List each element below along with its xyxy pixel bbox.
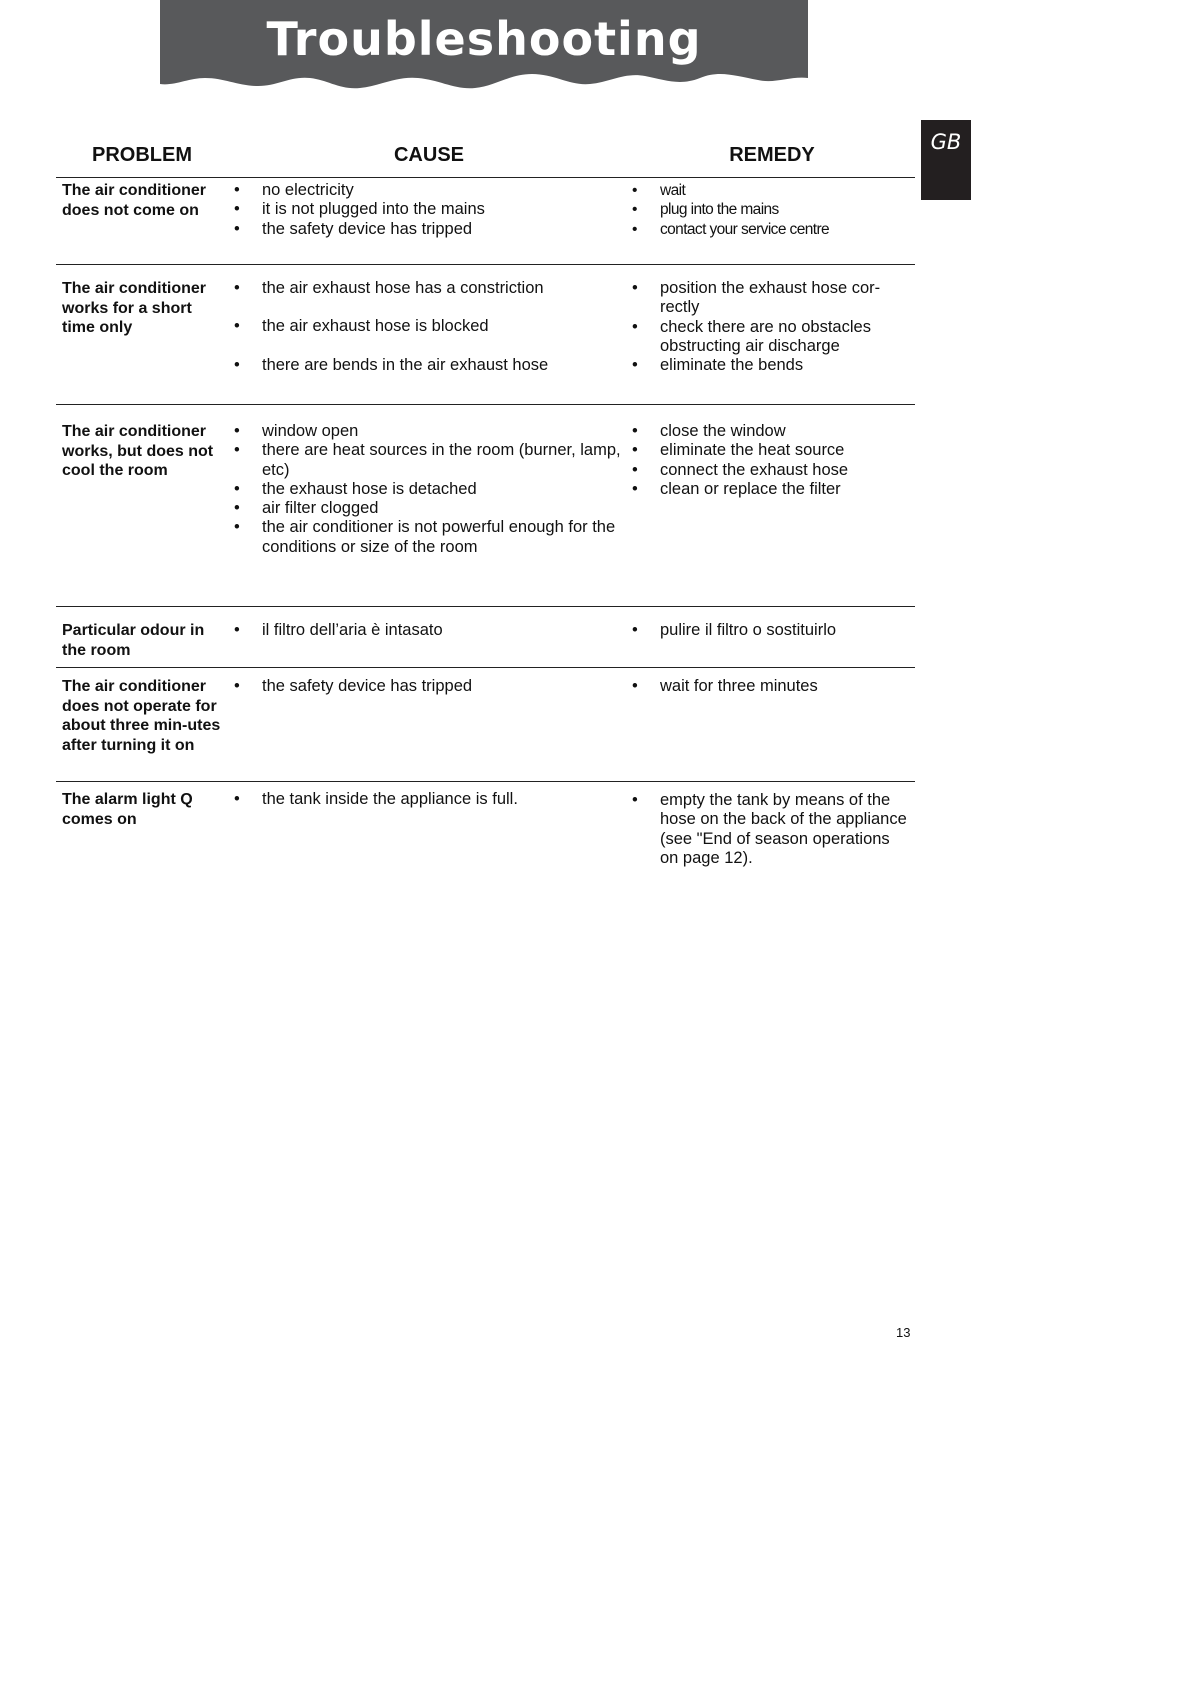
cause-item: • the air exhaust hose has a constriction	[234, 279, 624, 298]
cause-item: • it is not plugged into the mains	[234, 200, 624, 219]
problem-cell: Particular odour in the room	[62, 622, 205, 659]
cause-list	[234, 677, 624, 696]
cause-item: • there are bends in the air exhaust hose	[234, 356, 624, 375]
remedy-list	[632, 621, 912, 640]
remedy-item: • empty the tank by means of the hose on the back of the appliance (see "End of season operations on page 12).	[632, 791, 912, 868]
cause-list	[234, 181, 624, 239]
cause-item: • the safety device has tripped	[234, 220, 624, 239]
cause-list	[234, 790, 624, 809]
remedy-item: • contact your service centre	[632, 220, 912, 239]
cause-item: • the air exhaust hose is blocked	[234, 317, 624, 336]
remedy-item: • eliminate the heat source	[632, 441, 912, 460]
problem-cell: The air conditioner does not come on	[62, 182, 207, 219]
table-rule	[56, 264, 915, 265]
remedy-item: • check there are no obstacles obstructing air discharge	[632, 318, 912, 357]
page-number: 13	[896, 1325, 911, 1340]
table-rule	[56, 404, 915, 405]
remedy-item: • eliminate the bends	[632, 356, 912, 375]
language-tab: GB	[921, 120, 971, 200]
problem-cell: The air conditioner works for a short time only	[62, 280, 207, 336]
table-rule	[56, 606, 915, 607]
problem-cell: The alarm light Q comes on	[62, 791, 193, 828]
remedy-item: • wait	[632, 181, 912, 200]
remedy-list	[632, 422, 912, 499]
cause-item: • no electricity	[234, 181, 624, 200]
cause-item: • window open	[234, 422, 624, 441]
cause-item: • the tank inside the appliance is full.	[234, 790, 624, 809]
column-header-remedy: REMEDY	[729, 144, 815, 166]
remedy-item: • close the window	[632, 422, 912, 441]
cause-item: • the safety device has tripped	[234, 677, 624, 696]
table-rule	[56, 177, 915, 178]
cause-item: • il filtro dell’aria è intasato	[234, 621, 624, 640]
column-header-problem: PROBLEM	[92, 144, 192, 166]
table-rule	[56, 781, 915, 782]
remedy-item: • clean or replace the filter	[632, 480, 912, 499]
cause-item: • the exhaust hose is detached	[234, 480, 624, 499]
table-rule	[56, 667, 915, 668]
cause-list	[234, 279, 624, 375]
remedy-item: • connect the exhaust hose	[632, 461, 912, 480]
page-title: Troubleshooting	[266, 12, 702, 66]
cause-list	[234, 422, 624, 557]
problem-cell: The air conditioner works, but does not cool the room	[62, 423, 214, 479]
cause-item: • there are heat sources in the room (burner, lamp, etc)	[234, 441, 624, 480]
remedy-item: • plug into the mains	[632, 200, 912, 219]
cause-item: • the air conditioner is not powerful enough for the conditions or size of the room	[234, 518, 624, 557]
remedy-item: • position the exhaust hose cor-rectly	[632, 279, 912, 318]
cause-item: • air filter clogged	[234, 499, 624, 518]
problem-cell: The air conditioner does not operate for about three min-utes after turning it on	[62, 678, 221, 754]
remedy-list	[632, 677, 912, 696]
column-header-cause: CAUSE	[393, 144, 464, 166]
remedy-list	[632, 279, 912, 375]
remedy-list	[632, 181, 912, 239]
cause-list	[234, 621, 624, 640]
remedy-item: • pulire il filtro o sostituirlo	[632, 621, 912, 640]
remedy-list	[632, 791, 912, 868]
title-banner	[160, 0, 808, 96]
remedy-item: • wait for three minutes	[632, 677, 912, 696]
